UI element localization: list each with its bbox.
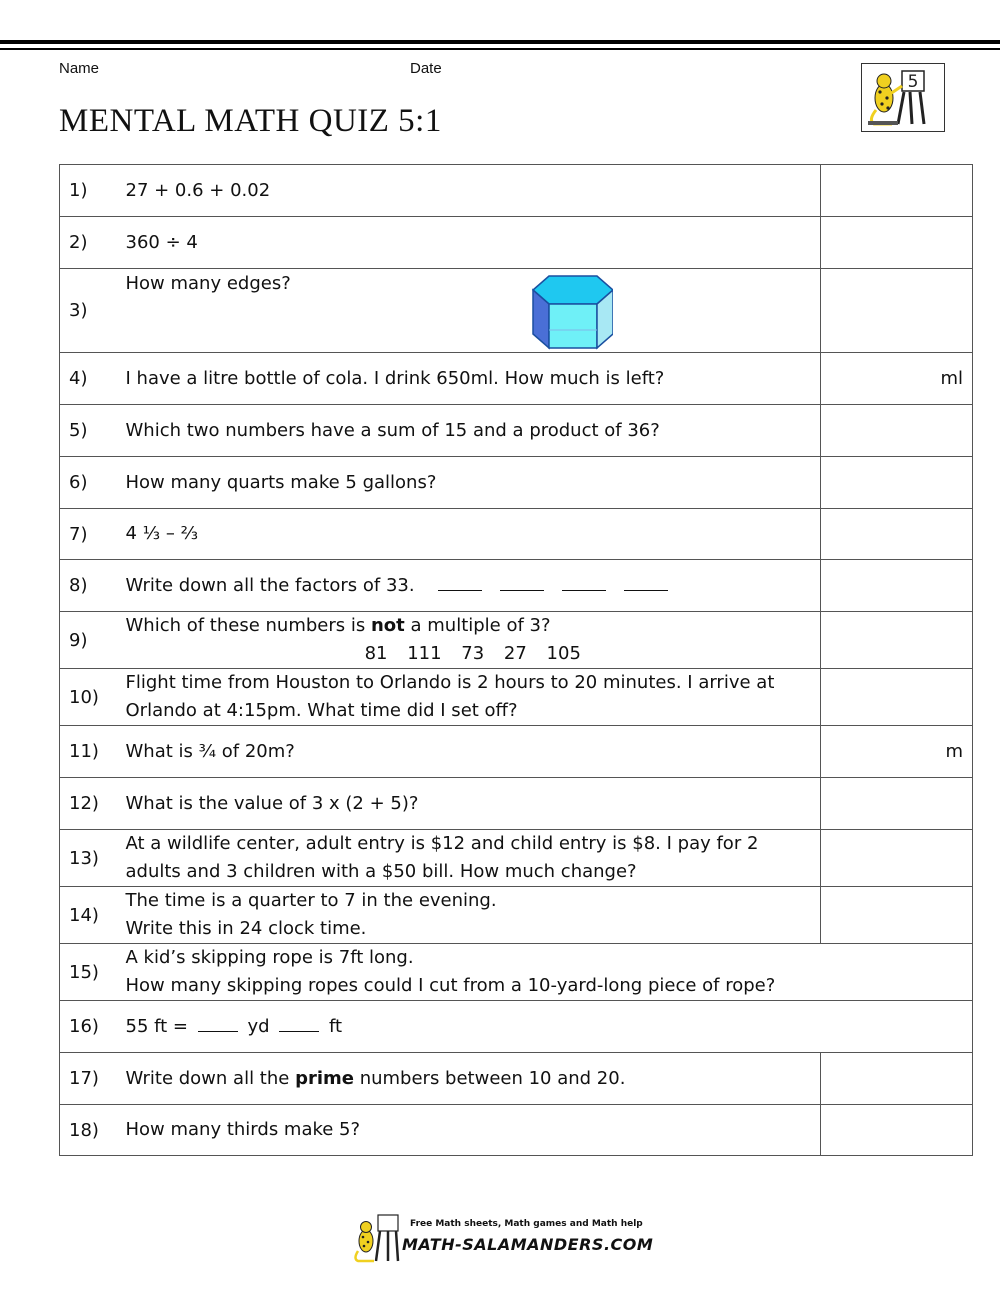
question-number: 16) [60,1001,126,1053]
question-row-6 [60,457,973,509]
question-text-suffix: a multiple of 3? [404,615,551,636]
question-text: I have a litre bottle of cola. I drink 650ml. How much is left? [126,353,821,405]
quiz-table [59,164,973,1156]
question-row-14 [60,887,973,944]
question-text-part: 55 ft = [125,1015,189,1037]
number-options: 81 111 73 27 105 [364,643,581,664]
question-text: How many edges? [125,273,291,294]
question-cell [126,269,821,353]
question-number: 15) [60,944,126,1001]
answer-box[interactable]: ml [821,353,973,405]
question-text: What is the value of 3 x (2 + 5)? [126,778,821,830]
question-number: 8) [60,560,126,612]
grade-badge-number: 5 [907,72,919,92]
question-cell [126,612,821,669]
question-text-line: How many skipping ropes could I cut from a 10-yard-long piece of rope? [125,975,776,996]
answer-box[interactable]: m [821,726,973,778]
feet-blank[interactable] [279,1015,319,1032]
question-text: Write down all the factors of 33. [125,574,415,596]
question-text-line: Write this in 24 clock time. [125,918,367,939]
question-row-3 [60,269,973,353]
answer-box[interactable] [821,1105,973,1156]
question-number: 13) [60,830,126,887]
question-text-line: Orlando at 4:15pm. What time did I set off? [125,700,518,721]
answer-box[interactable] [821,405,973,457]
answer-box[interactable] [821,509,973,560]
question-number: 10) [60,669,126,726]
question-text-prefix: Write down all the [125,1067,296,1089]
hexagonal-prism-icon [529,272,613,350]
question-number: 7) [60,509,126,560]
factor-blank[interactable] [562,574,606,591]
question-cell [126,1053,821,1105]
question-text: 360 ÷ 4 [126,217,821,269]
salamander-logo-icon [862,64,944,131]
answer-box[interactable] [821,778,973,830]
question-text-line: The time is a quarter to 7 in the evening. [125,890,497,911]
question-text-part: yd [247,1015,270,1037]
question-text-prefix: Which of these numbers is [125,615,371,636]
question-text-line: adults and 3 children with a $50 bill. How much change? [125,861,637,882]
answer-box[interactable] [821,669,973,726]
question-number: 5) [60,405,126,457]
question-cell [126,669,821,726]
question-cell [126,830,821,887]
question-row-8 [60,560,973,612]
question-number: 12) [60,778,126,830]
footer-logo [352,1213,652,1263]
question-text-line: Flight time from Houston to Orlando is 2 hours to 20 minutes. I arrive at [125,672,775,693]
question-number: 11) [60,726,126,778]
question-text: What is ¾ of 20m? [126,726,821,778]
answer-box[interactable] [821,165,973,217]
answer-box[interactable] [821,560,973,612]
question-text: 27 + 0.6 + 0.02 [126,165,821,217]
quiz-title: MENTAL MATH QUIZ 5:1 [59,103,442,139]
question-number: 3) [60,269,126,353]
factor-blank[interactable] [624,574,668,591]
question-row-13 [60,830,973,887]
question-cell [126,560,821,612]
question-row-17 [60,1053,973,1105]
question-row-18 [60,1105,973,1156]
footer-tagline: Free Math sheets, Math games and Math help [410,1219,643,1229]
header-rule-thin [0,48,1000,50]
question-row-11 [60,726,973,778]
salamander-footer-icon [352,1213,400,1263]
question-text-emphasis: prime [295,1067,354,1089]
question-number: 14) [60,887,126,944]
question-cell [126,944,973,1001]
question-row-15 [60,944,973,1001]
question-row-7 [60,509,973,560]
answer-box[interactable] [821,887,973,944]
question-text: Which two numbers have a sum of 15 and a product of 36? [126,405,821,457]
question-number: 17) [60,1053,126,1105]
question-text-line: At a wildlife center, adult entry is $12 and child entry is $8. I pay for 2 [125,833,759,854]
question-text-line: A kid’s skipping rope is 7ft long. [125,947,414,968]
question-row-12 [60,778,973,830]
answer-box[interactable] [821,612,973,669]
question-row-16 [60,1001,973,1053]
answer-box[interactable] [821,217,973,269]
factor-blank[interactable] [438,574,482,591]
question-text-emphasis: not [370,615,405,636]
factor-blank[interactable] [500,574,544,591]
question-text: How many quarts make 5 gallons? [126,457,821,509]
answer-box[interactable] [821,1053,973,1105]
yards-blank[interactable] [198,1015,238,1032]
name-label: Name [59,60,100,77]
question-row-9 [60,612,973,669]
answer-box[interactable] [821,830,973,887]
question-text: 4 ⅓ – ⅔ [126,509,821,560]
question-number: 6) [60,457,126,509]
date-label: Date [410,60,442,77]
answer-box[interactable] [821,269,973,353]
footer-site-name: MATH-SALAMANDERS.COM [402,1235,654,1254]
question-row-1 [60,165,973,217]
question-cell [126,1001,973,1053]
header-rule-thick [0,40,1000,44]
question-cell [126,887,821,944]
question-row-5 [60,405,973,457]
question-text: How many thirds make 5? [126,1105,821,1156]
answer-box[interactable] [821,457,973,509]
question-number: 4) [60,353,126,405]
question-number: 2) [60,217,126,269]
question-row-10 [60,669,973,726]
question-row-2 [60,217,973,269]
question-text-part: ft [329,1015,343,1037]
grade-logo [861,63,945,132]
question-text-suffix: numbers between 10 and 20. [353,1067,626,1089]
question-number: 1) [60,165,126,217]
question-row-4 [60,353,973,405]
question-number: 9) [60,612,126,669]
question-number: 18) [60,1105,126,1156]
